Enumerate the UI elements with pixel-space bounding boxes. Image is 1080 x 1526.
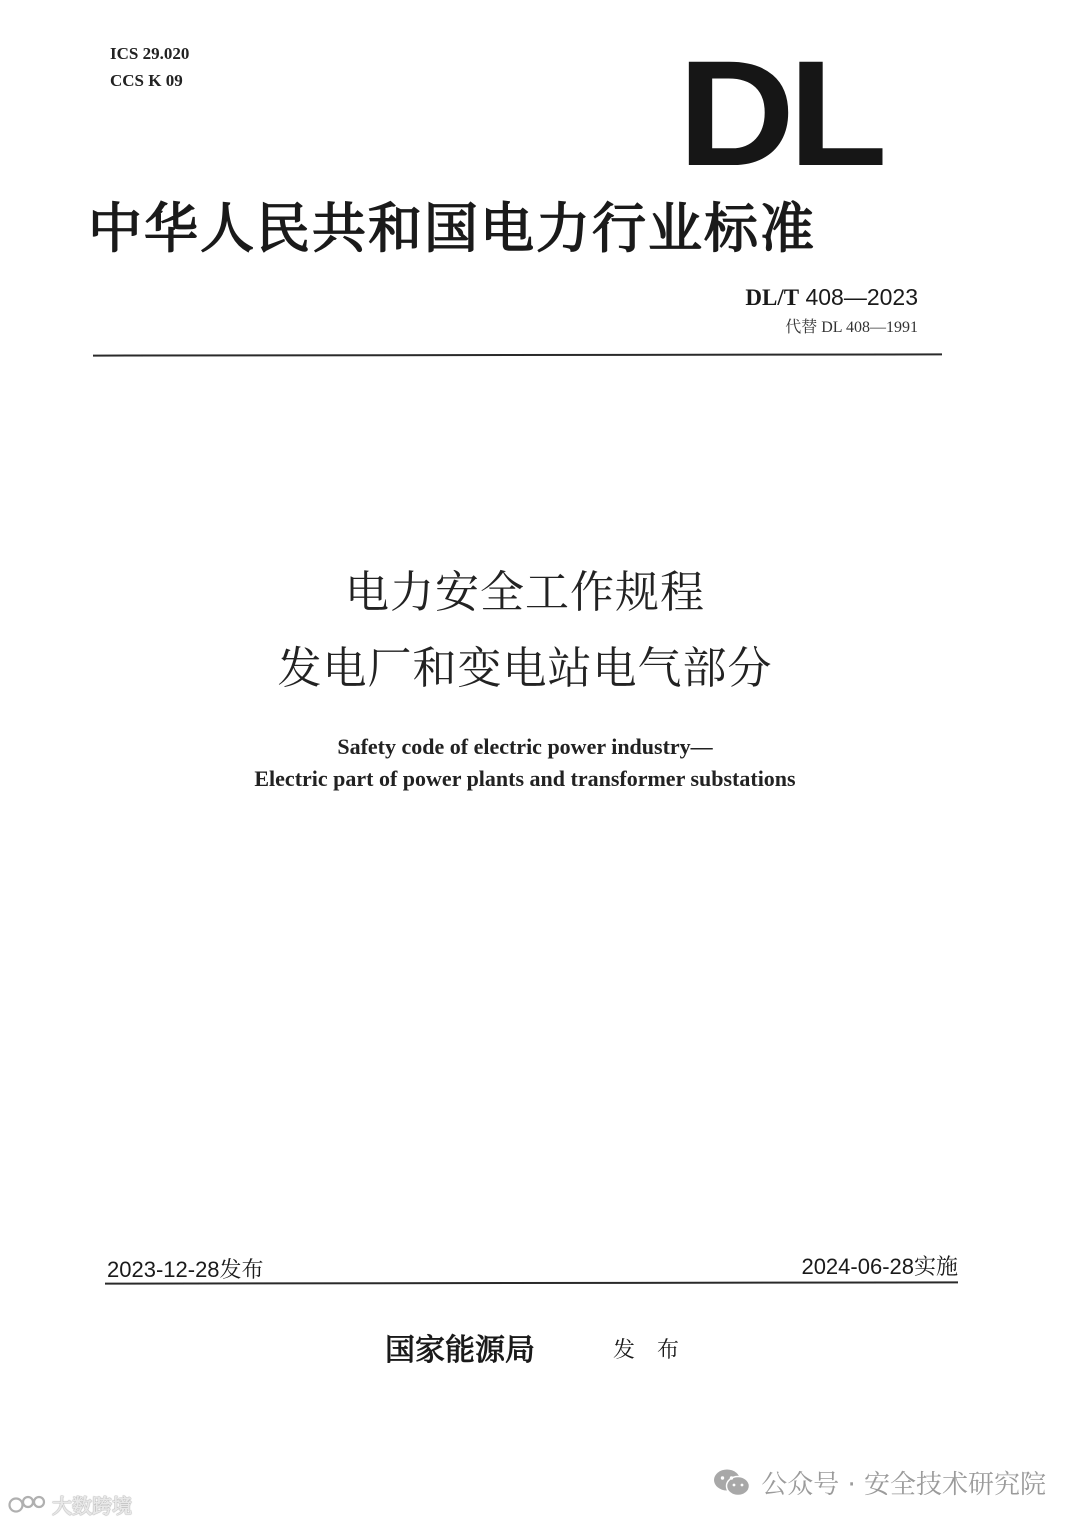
org-title: 中华人民共和国电力行业标准 — [88, 196, 816, 260]
wechat-watermark — [713, 1464, 1046, 1501]
wechat-icon — [713, 1468, 751, 1498]
implementation-date: 2024-06-28实施 — [801, 1254, 958, 1279]
issuer-name: 国家能源局 — [385, 1333, 535, 1368]
corner-watermark-text: 大数跨境 — [52, 1494, 132, 1518]
classification-codes — [110, 40, 189, 94]
corner-watermark — [8, 1490, 132, 1519]
dl-logo: DL — [678, 29, 881, 197]
standard-number — [745, 284, 918, 311]
title-en-line2: Electric part of power plants and transformer substations — [254, 766, 796, 791]
standard-number-value: 408—2023 — [805, 284, 918, 310]
standard-number-prefix: DL/T — [745, 285, 800, 310]
replaces-standard: 代替 DL 408—1991 — [785, 319, 918, 336]
title-en-line1: Safety code of electric power industry— — [337, 734, 713, 759]
bottom-divider — [105, 1281, 958, 1284]
title-cn-line2: 发电厂和变电站电气部分 — [277, 643, 773, 694]
top-divider — [93, 353, 942, 356]
ccs-code: CCS K 09 — [110, 71, 183, 90]
issue-date: 2023-12-28发布 — [107, 1257, 264, 1282]
brand-logo-icon — [8, 1494, 48, 1516]
wechat-watermark-text: 公众号 · 安全技术研究院 — [761, 1470, 1046, 1500]
issuer-action: 发布 — [613, 1338, 702, 1363]
ics-code: ICS 29.020 — [110, 44, 190, 63]
title-cn-line1: 电力安全工作规程 — [345, 567, 705, 618]
